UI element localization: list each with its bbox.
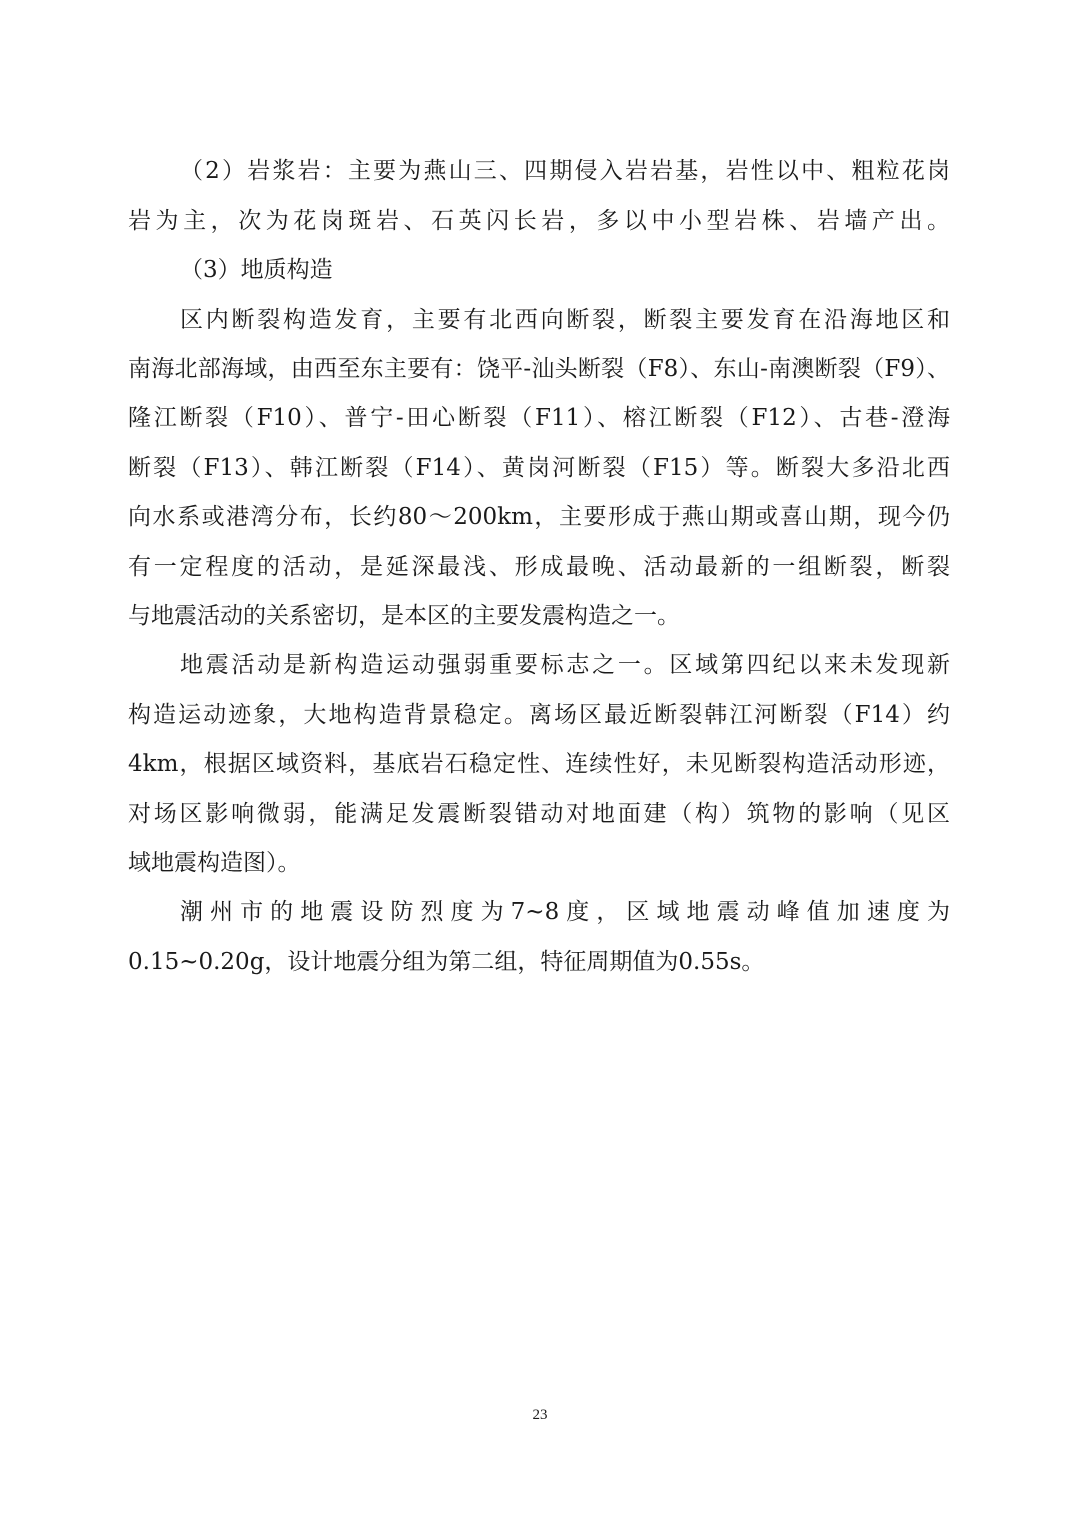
section-heading: （3）地质构造 [180,257,333,283]
text-line: （2）岩浆岩：主要为燕山三、四期侵入岩岩基，岩性以中、粗粒花岗 [180,158,950,184]
text-line: 南海北部海域，由西至东主要有：饶平-汕头断裂（F8）、东山-南澳断裂（F9）、 [128,356,950,382]
text-line: 潮州市的地震设防烈度为7~8度，区域地震动峰值加速度为 [180,899,950,925]
text-line: 隆江断裂（F10）、普宁-田心断裂（F11）、榕江断裂（F12）、古巷-澄海 [128,405,950,431]
text-line: 构造运动迹象，大地构造背景稳定。离场区最近断裂韩江河断裂（F14）约 [128,702,950,728]
text-line: 4km，根据区域资料，基底岩石稳定性、连续性好，未见断裂构造活动形迹， [128,751,950,777]
text-line: 有一定程度的活动，是延深最浅、形成最晚、活动最新的一组断裂，断裂 [128,554,950,580]
text-line: 向水系或港湾分布，长约80～200km，主要形成于燕山期或喜山期，现今仍 [128,504,950,530]
text-line: 与地震活动的关系密切，是本区的主要发震构造之一。 [128,603,680,629]
text-line: 0.15~0.20g，设计地震分组为第二组，特征周期值为0.55s。 [128,949,765,975]
text-line: 地震活动是新构造运动强弱重要标志之一。区域第四纪以来未发现新 [180,652,950,678]
text-line: 对场区影响微弱，能满足发震断裂错动对地面建（构）筑物的影响（见区 [128,801,950,827]
text-line: 区内断裂构造发育，主要有北西向断裂，断裂主要发育在沿海地区和 [180,307,950,333]
page-number: 23 [532,1407,548,1423]
text-line: 域地震构造图）。 [128,850,301,876]
text-line: 断裂（F13）、韩江断裂（F14）、黄岗河断裂（F15）等。断裂大多沿北西 [128,455,950,481]
text-line: 岩为主，次为花岗斑岩、石英闪长岩，多以中小型岩株、岩墙产出。 [128,208,950,234]
